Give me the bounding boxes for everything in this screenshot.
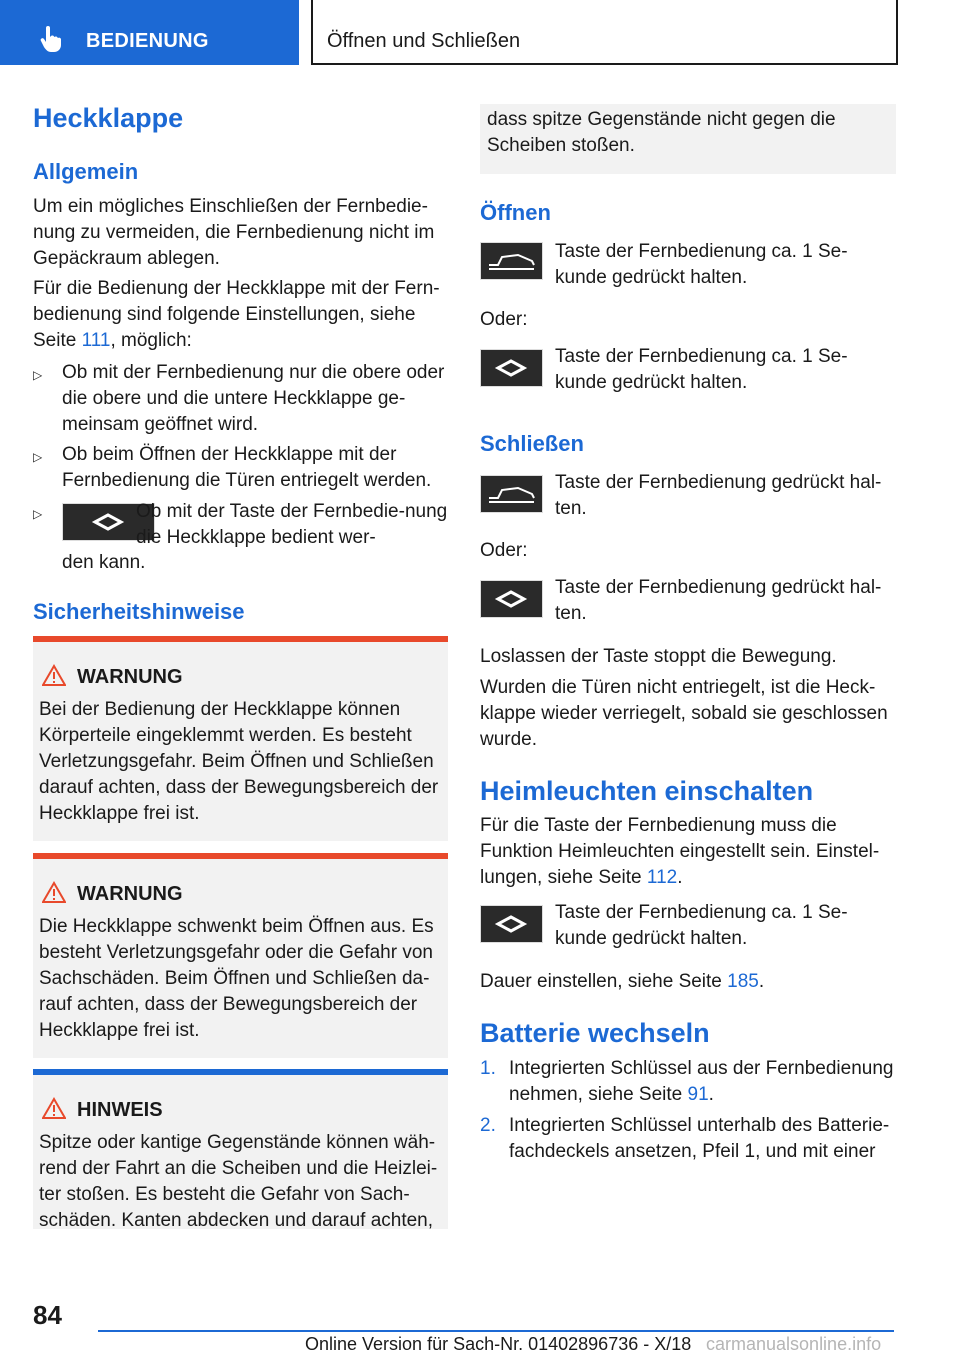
warning-text: Die Heckklappe schwenkt beim Öffnen aus. Es besteht Verletzungsgefahr oder die Gefahr von Sachschäden. Beim Öffnen und Schließen da-rauf achten, dass der Bewegungsbereich der Heckklappe frei ist. (39, 916, 434, 1041)
tailgate-key-icon (480, 475, 543, 513)
step-text-end: . (708, 1084, 714, 1105)
warning-bar (33, 853, 448, 859)
list-item-text: Ob mit der Fernbedienung nur die obere oder die obere und die untere Heckklappe ge-meinsam geöffnet wird. (62, 362, 445, 435)
footer-online-version: Online Version für Sach-Nr. 01402896736 - X/18 (305, 1334, 692, 1354)
page-link-91[interactable]: 91 (687, 1084, 709, 1105)
heading-batterie: Batterie wechseln (480, 1018, 710, 1048)
step-number: 2. (480, 1115, 496, 1136)
bullet-icon: ▷ (33, 450, 43, 464)
diamond-key-icon (480, 349, 543, 387)
warning-triangle-icon (42, 881, 66, 903)
chapter-title: Öffnen und Schließen (327, 30, 521, 52)
paragraph-not-unlocked: Wurden die Türen nicht entriegelt, ist die Heck-klappe wieder verriegelt, sobald sie geschlossen wurde. (480, 677, 888, 750)
diamond-key-icon (480, 580, 543, 618)
warning-bar (33, 636, 448, 642)
warning-triangle-icon (42, 1097, 66, 1119)
section-label: BEDIENUNG (86, 30, 209, 52)
warning-box (33, 853, 448, 1058)
hand-pointer-icon (40, 26, 62, 52)
paragraph-home-end: . (677, 867, 683, 888)
list-item-text: Ob mit der Taste der Fernbedie-nung die Heckklappe bedient wer- (136, 501, 448, 548)
list-item (480, 1056, 896, 1108)
tailgate-key-icon (480, 242, 543, 280)
note-title: HINWEIS (77, 1099, 163, 1121)
warning-triangle-icon (42, 664, 66, 686)
paragraph-duration (480, 969, 896, 995)
note-continuation-box (480, 104, 896, 174)
note-box (33, 1069, 448, 1229)
diamond-key-icon (480, 905, 543, 943)
step-number: 1. (480, 1058, 496, 1079)
list-item (33, 442, 448, 494)
warning-box (33, 636, 448, 841)
footer-divider (98, 1330, 894, 1332)
list-item-text: Ob beim Öffnen der Heckklappe mit der Fernbedienung die Türen entriegelt werden. (62, 444, 432, 491)
paragraph-duration-text: Dauer einstellen, siehe Seite (480, 971, 728, 992)
oder-label: Oder: (480, 540, 528, 561)
warning-text: Bei der Bedienung der Heckklappe können Körperteile eingeklemmt werden. Es besteht Verletzungsgefahr. Beim Öffnen und Schließen darauf achten, dass der Bewegungsbereich der Heckklappe frei ist. (39, 699, 439, 824)
list-item-text-cont: den kann. (62, 552, 146, 573)
heading-heimleuchten: Heimleuchten einschalten (480, 776, 814, 806)
list-item (33, 499, 448, 579)
note-bar (33, 1069, 448, 1075)
step-text-main: Integrierten Schlüssel aus der Fernbedienung nehmen, siehe Seite (509, 1058, 894, 1105)
close-key1-text: Taste der Fernbedienung gedrückt hal-ten. (555, 472, 882, 519)
heading-heckklappe: Heckklappe (33, 103, 184, 133)
page-link-111[interactable]: 111 (81, 330, 111, 351)
step-text: Integrierten Schlüssel unterhalb des Batterie-fachdeckels ansetzen, Pfeil 1, und mit einer (509, 1115, 890, 1162)
bullet-icon: ▷ (33, 507, 43, 521)
page-link-185[interactable]: 185 (727, 971, 759, 992)
paragraph-settings-end: , möglich: (110, 330, 192, 351)
heading-allgemein: Allgemein (33, 159, 139, 184)
page-link-112[interactable]: 112 (646, 867, 678, 888)
paragraph-home-text: Für die Taste der Fernbedienung muss die Funktion Heimleuchten eingestellt sein. Einstel-lungen, siehe Seite (480, 815, 880, 888)
oder-label: Oder: (480, 309, 528, 330)
paragraph-duration-end: . (758, 971, 765, 992)
home-key-text: Taste der Fernbedienung ca. 1 Se-kunde gedrückt halten. (555, 902, 848, 949)
open-key2-text: Taste der Fernbedienung ca. 1 Se-kunde gedrückt halten. (555, 346, 848, 393)
heading-oeffnen: Öffnen (480, 200, 551, 225)
paragraph-intro: Um ein mögliches Einschließen der Fernbedie-nung zu vermeiden, die Fernbedienung nicht im Gepäckraum ablegen. (33, 196, 435, 269)
close-key2-text: Taste der Fernbedienung gedrückt hal-ten. (555, 577, 882, 624)
paragraph-home (480, 813, 896, 891)
warning-title: WARNUNG (77, 666, 183, 688)
list-item (33, 360, 448, 438)
bullet-icon: ▷ (33, 368, 43, 382)
section-tab (0, 0, 299, 65)
paragraph-release: Loslassen der Taste stoppt die Bewegung. (480, 646, 837, 667)
step-text (509, 1056, 896, 1108)
paragraph-settings-text: Für die Bedienung der Heckklappe mit der Fern-bedienung sind folgende Einstellungen, siehe Seite (33, 278, 440, 351)
list-item (480, 1113, 896, 1165)
heading-safety: Sicherheitshinweise (33, 599, 245, 624)
chapter-header (311, 0, 898, 65)
note-continuation-text: dass spitze Gegenstände nicht gegen die Scheiben stoßen. (487, 109, 836, 156)
page-number: 84 (33, 1300, 62, 1330)
warning-title: WARNUNG (77, 883, 183, 905)
paragraph-settings (33, 276, 448, 354)
open-key1-text: Taste der Fernbedienung ca. 1 Se-kunde gedrückt halten. (555, 241, 848, 288)
watermark: carmanualsonline.info (706, 1334, 882, 1354)
heading-schliessen: Schließen (480, 431, 584, 456)
note-text: Spitze oder kantige Gegenstände können wäh-rend der Fahrt an die Scheiben und die Heizlei-ter stoßen. Es besteht die Gefahr von Sach-schäden. Kanten abdecken und darauf achten, (39, 1132, 438, 1231)
